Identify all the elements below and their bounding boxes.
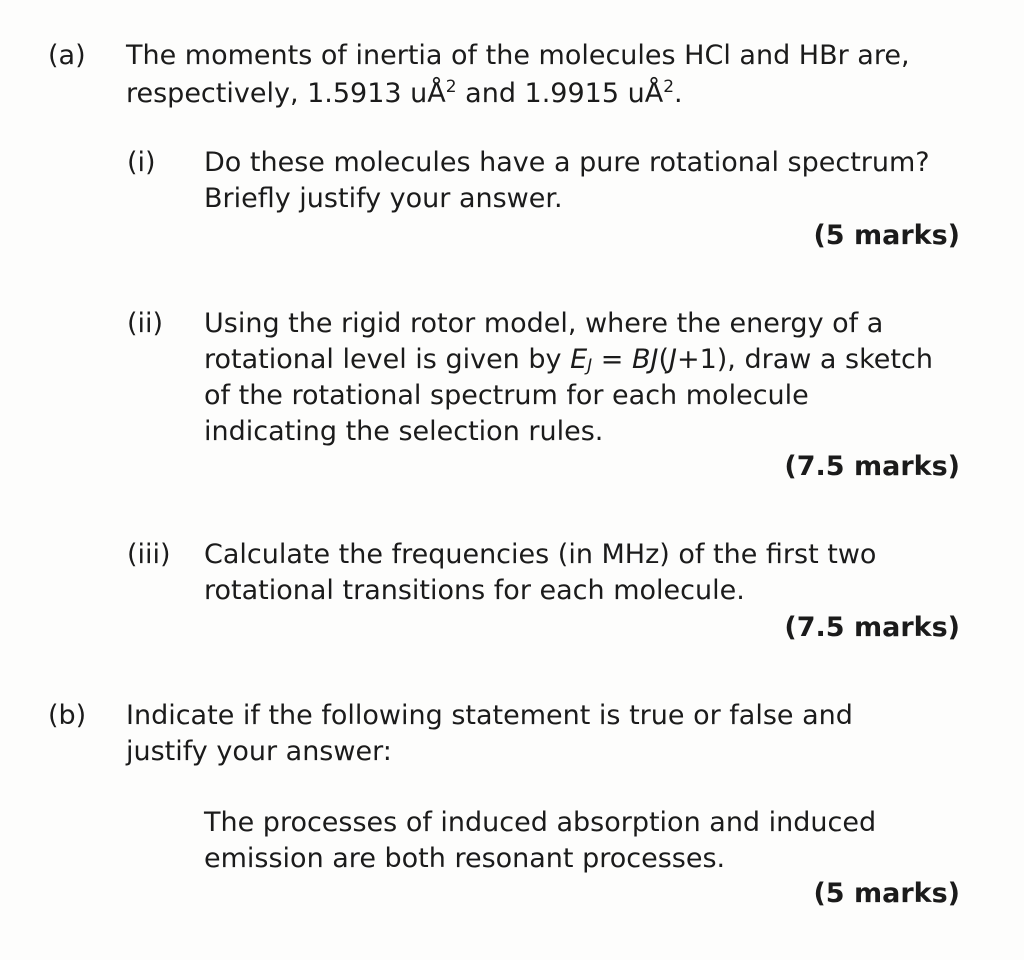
part-b-line-1: Indicate if the following statement is true or false and	[126, 700, 853, 731]
part-a-line-2-post: .	[674, 78, 683, 109]
superscript-2: 2	[445, 77, 457, 97]
subpart-ii-line-1: Using the rigid rotor model, where the energy of a	[204, 308, 884, 339]
part-b-marks: (5 marks)	[813, 878, 960, 909]
formula-bj: BJ	[631, 344, 659, 375]
part-b-line-2: justify your answer:	[126, 736, 392, 767]
subpart-ii-line-2-pre: rotational level is given by	[204, 344, 571, 375]
subpart-iii-line-1: Calculate the frequencies (in MHz) of the first two	[204, 539, 877, 570]
subpart-ii-marks: (7.5 marks)	[784, 451, 960, 482]
part-a-line-1: The moments of inertia of the molecules HCl and HBr are,	[126, 40, 910, 71]
energy-subscript: J	[587, 356, 593, 376]
part-b-marker: (b)	[48, 700, 87, 731]
part-a-line-2-mid: and 1.9915 uÅ	[456, 78, 664, 109]
superscript-2: 2	[663, 77, 675, 97]
statement-line-2: emission are both resonant processes.	[204, 843, 726, 874]
subpart-ii-marker: (ii)	[127, 308, 164, 339]
equals-sign: =	[592, 344, 632, 375]
statement-line-1: The processes of induced absorption and induced	[204, 807, 877, 838]
part-a-line-2	[126, 76, 683, 112]
subpart-iii-marks: (7.5 marks)	[784, 612, 960, 643]
subpart-iii-marker: (iii)	[127, 539, 171, 570]
energy-symbol: E	[570, 344, 588, 375]
formula-paren: (	[658, 344, 669, 375]
subpart-i-line-2: Briefly justify your answer.	[204, 183, 563, 214]
part-a-line-2-pre: respectively, 1.5913 uÅ	[126, 78, 446, 109]
formula-j: J	[669, 344, 677, 375]
subpart-ii-line-2-tail: +1), draw a sketch	[676, 344, 933, 375]
subpart-i-line-1: Do these molecules have a pure rotational spectrum?	[204, 147, 930, 178]
subpart-i-marks: (5 marks)	[813, 220, 960, 251]
subpart-ii-line-3: of the rotational spectrum for each molecule	[204, 380, 809, 411]
subpart-ii-line-4: indicating the selection rules.	[204, 416, 604, 447]
subpart-i-marker: (i)	[127, 147, 156, 178]
part-a-marker: (a)	[48, 40, 86, 71]
subpart-iii-line-2: rotational transitions for each molecule.	[204, 575, 745, 606]
